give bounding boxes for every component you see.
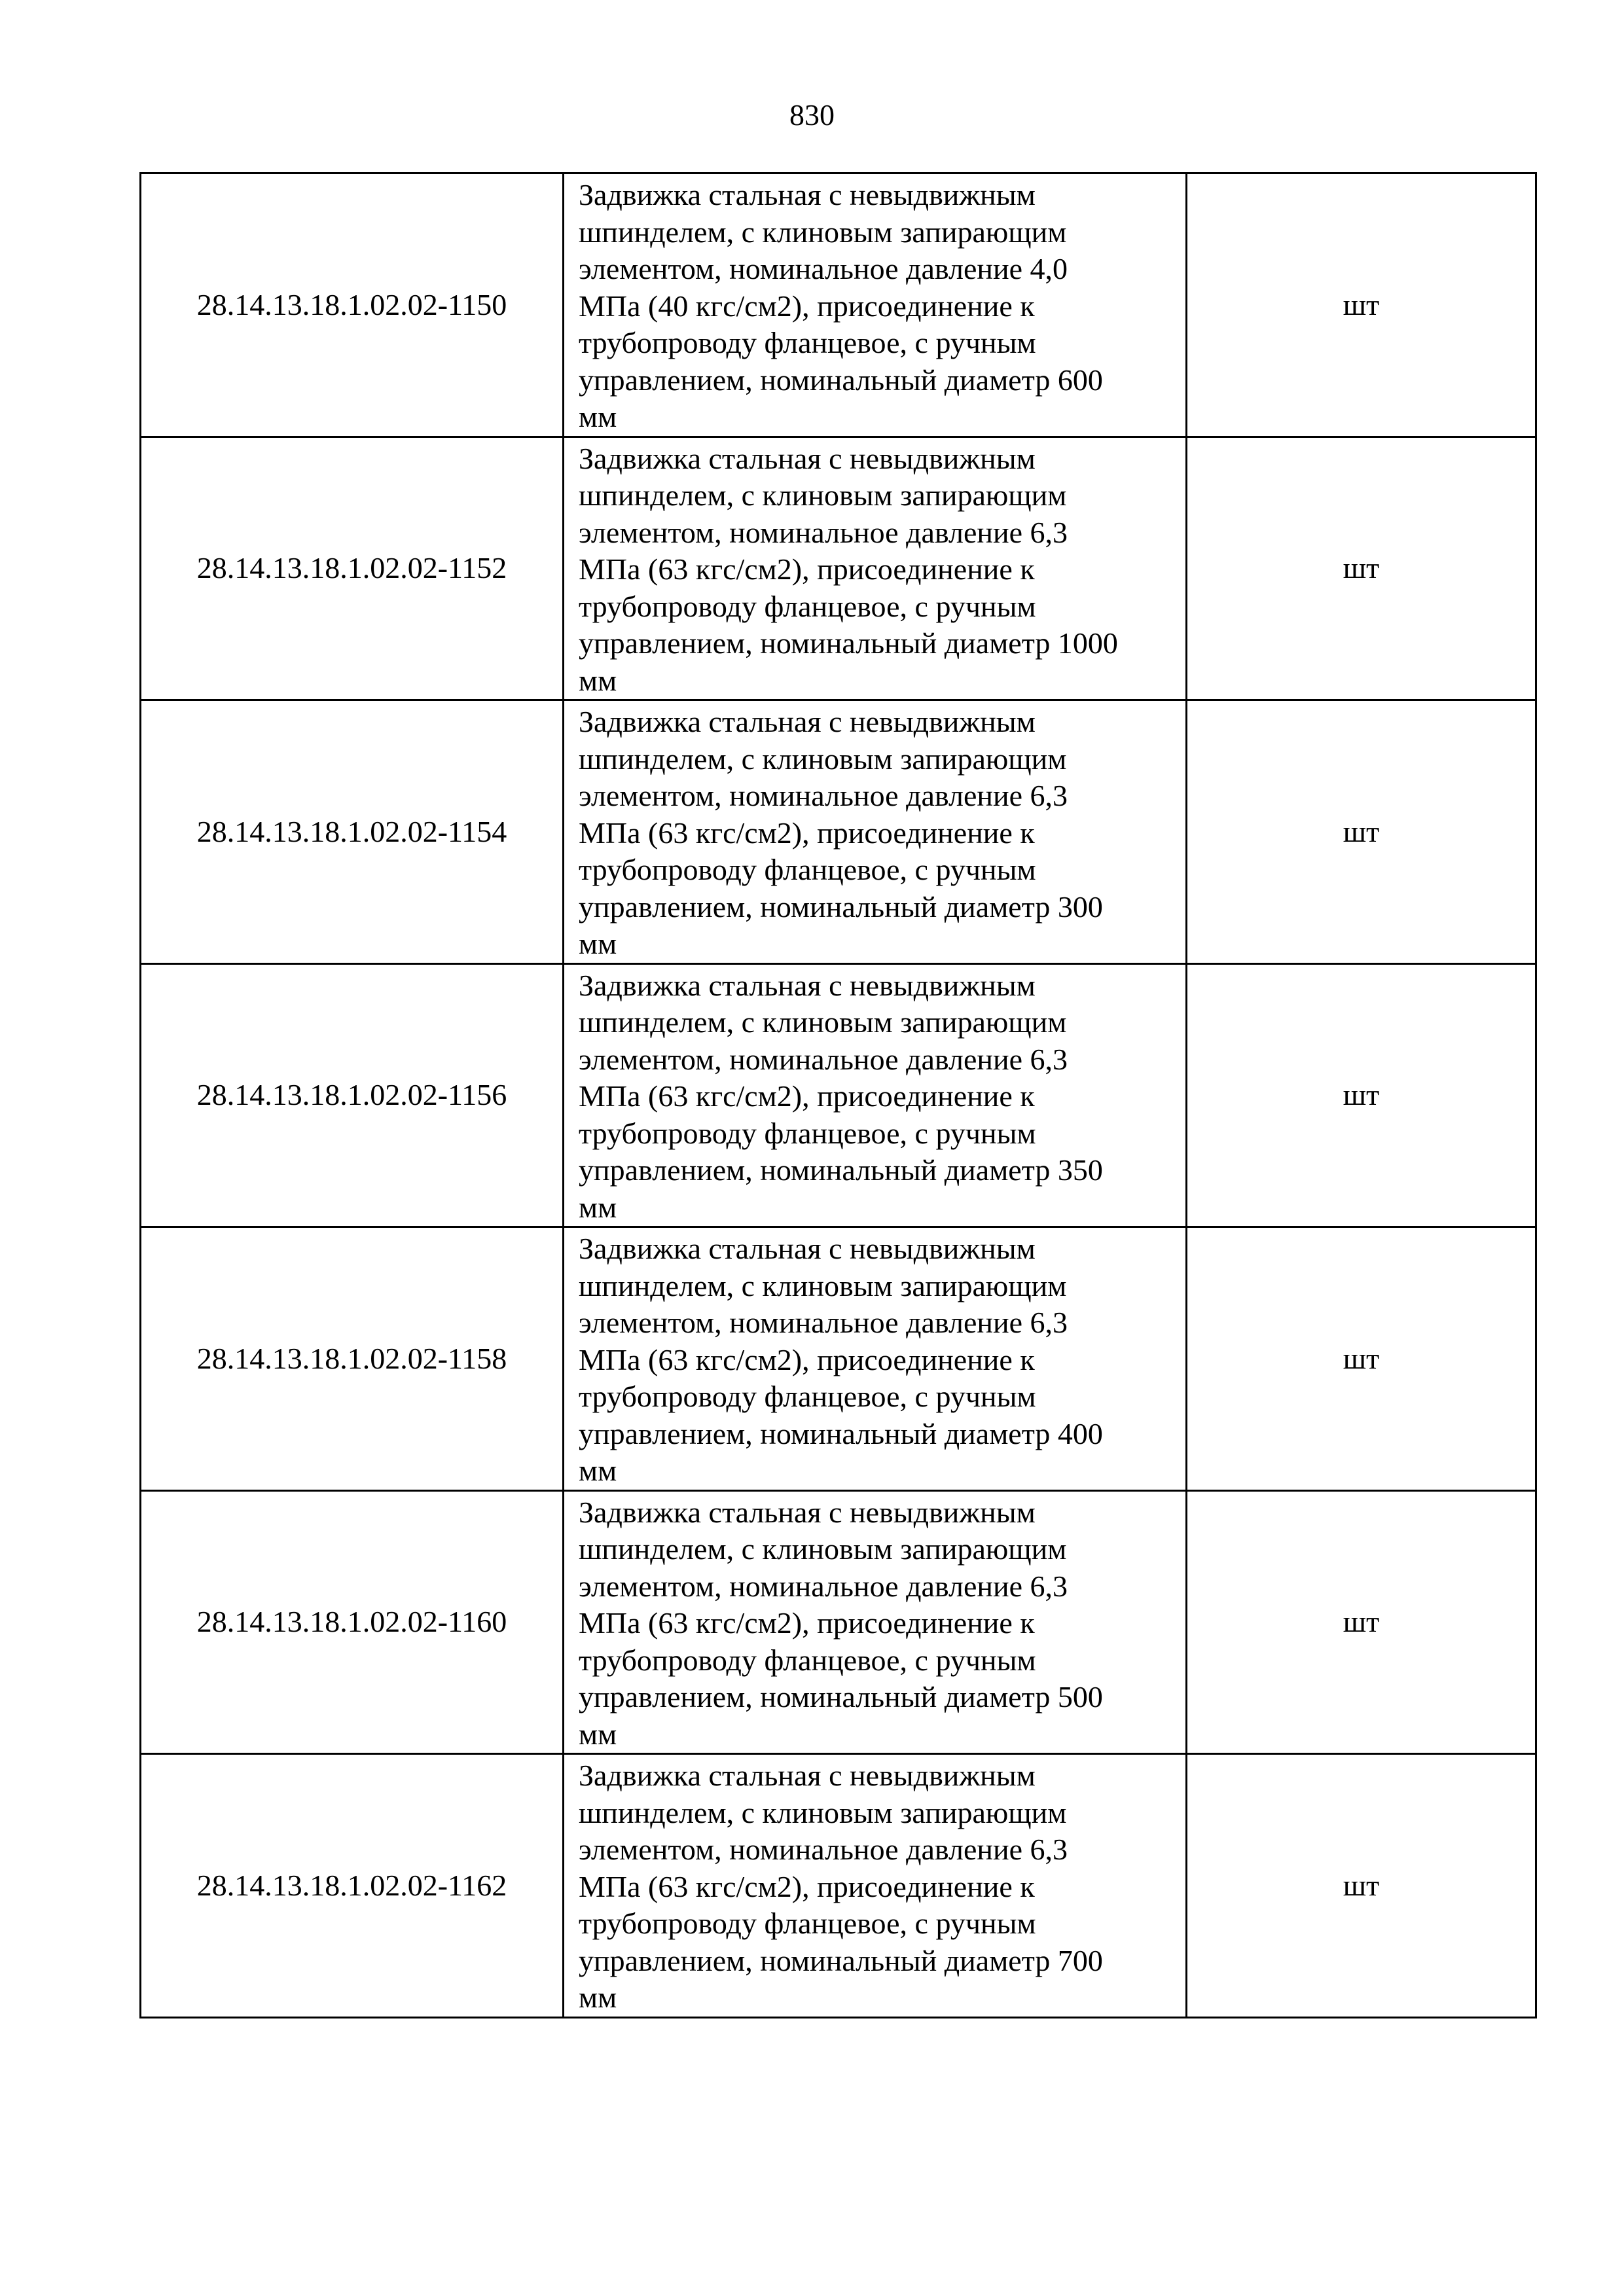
description-line: трубопроводу фланцевое, с ручным	[579, 853, 1036, 886]
description-line: мм	[579, 1190, 617, 1224]
description-line: Задвижка стальная с невыдвижным	[579, 1759, 1036, 1792]
item-code: 28.14.13.18.1.02.02-1156	[141, 963, 564, 1227]
item-description	[564, 1227, 1187, 1491]
item-code: 28.14.13.18.1.02.02-1152	[141, 437, 564, 700]
description-line: шпинделем, с клиновым запирающим	[579, 215, 1067, 249]
description-line: элементом, номинальное давление 6,3	[579, 1569, 1068, 1603]
item-code: 28.14.13.18.1.02.02-1162	[141, 1754, 564, 2018]
description-line: управлением, номинальный диаметр 600	[579, 363, 1103, 397]
description-line: элементом, номинальное давление 6,3	[579, 779, 1068, 812]
description-line: трубопроводу фланцевое, с ручным	[579, 1643, 1036, 1677]
item-description	[564, 173, 1187, 437]
description-line: шпинделем, с клиновым запирающим	[579, 1268, 1067, 1302]
item-unit: шт	[1187, 1490, 1536, 1754]
description-line: управлением, номинальный диаметр 400	[579, 1416, 1103, 1450]
description-line: управлением, номинальный диаметр 300	[579, 889, 1103, 924]
description-line: элементом, номинальное давление 6,3	[579, 1306, 1068, 1339]
description-line: Задвижка стальная с невыдвижным	[579, 968, 1036, 1002]
description-line: Задвижка стальная с невыдвижным	[579, 441, 1036, 475]
table-row	[141, 437, 1536, 700]
items-table-body	[141, 173, 1536, 2018]
description-line: управлением, номинальный диаметр 1000	[579, 626, 1118, 660]
item-unit: шт	[1187, 963, 1536, 1227]
description-line: МПа (63 кгс/см2), присоединение к	[579, 816, 1035, 850]
items-table	[139, 172, 1537, 2018]
item-code: 28.14.13.18.1.02.02-1154	[141, 700, 564, 964]
table-row	[141, 1490, 1536, 1754]
description-line: мм	[579, 663, 617, 697]
item-code: 28.14.13.18.1.02.02-1160	[141, 1490, 564, 1754]
item-code: 28.14.13.18.1.02.02-1158	[141, 1227, 564, 1491]
description-line: управлением, номинальный диаметр 500	[579, 1680, 1103, 1713]
description-line: элементом, номинальное давление 4,0	[579, 252, 1068, 285]
item-code: 28.14.13.18.1.02.02-1150	[141, 173, 564, 437]
description-line: МПа (63 кгс/см2), присоединение к	[579, 552, 1035, 586]
item-description	[564, 437, 1187, 700]
description-line: элементом, номинальное давление 6,3	[579, 1042, 1068, 1076]
description-line: шпинделем, с клиновым запирающим	[579, 1795, 1067, 1829]
item-description	[564, 1754, 1187, 2018]
table-row	[141, 963, 1536, 1227]
description-line: Задвижка стальная с невыдвижным	[579, 1495, 1036, 1529]
description-line: МПа (63 кгс/см2), присоединение к	[579, 1079, 1035, 1113]
item-description	[564, 963, 1187, 1227]
description-line: МПа (40 кгс/см2), присоединение к	[579, 289, 1035, 323]
description-line: управлением, номинальный диаметр 350	[579, 1153, 1103, 1187]
description-line: трубопроводу фланцевое, с ручным	[579, 589, 1036, 623]
description-line: мм	[579, 400, 617, 433]
description-line: шпинделем, с клиновым запирающим	[579, 1532, 1067, 1566]
description-line: мм	[579, 1981, 617, 2014]
item-unit: шт	[1187, 437, 1536, 700]
description-line: шпинделем, с клиновым запирающим	[579, 742, 1067, 776]
item-unit: шт	[1187, 173, 1536, 437]
description-line: элементом, номинальное давление 6,3	[579, 1833, 1068, 1866]
description-line: МПа (63 кгс/см2), присоединение к	[579, 1342, 1035, 1376]
description-line: элементом, номинальное давление 6,3	[579, 515, 1068, 549]
description-line: трубопроводу фланцевое, с ручным	[579, 326, 1036, 359]
item-unit: шт	[1187, 1227, 1536, 1491]
description-line: мм	[579, 1717, 617, 1751]
table-row	[141, 1754, 1536, 2018]
item-unit: шт	[1187, 1754, 1536, 2018]
description-line: МПа (63 кгс/см2), присоединение к	[579, 1606, 1035, 1640]
description-line: мм	[579, 927, 617, 960]
description-line: шпинделем, с клиновым запирающим	[579, 1005, 1067, 1039]
description-line: мм	[579, 1454, 617, 1487]
page-number: 830	[789, 98, 835, 132]
table-row	[141, 700, 1536, 964]
description-line: трубопроводу фланцевое, с ручным	[579, 1907, 1036, 1940]
description-line: МПа (63 кгс/см2), присоединение к	[579, 1869, 1035, 1903]
item-description	[564, 1490, 1187, 1754]
description-line: Задвижка стальная с невыдвижным	[579, 1232, 1036, 1265]
table-row	[141, 173, 1536, 437]
description-line: шпинделем, с клиновым запирающим	[579, 478, 1067, 512]
table-row	[141, 1227, 1536, 1491]
item-unit: шт	[1187, 700, 1536, 964]
item-description	[564, 700, 1187, 964]
description-line: управлением, номинальный диаметр 700	[579, 1943, 1103, 1977]
description-line: Задвижка стальная с невыдвижным	[579, 178, 1036, 211]
description-line: трубопроводу фланцевое, с ручным	[579, 1116, 1036, 1150]
description-line: Задвижка стальная с невыдвижным	[579, 705, 1036, 738]
description-line: трубопроводу фланцевое, с ручным	[579, 1380, 1036, 1413]
